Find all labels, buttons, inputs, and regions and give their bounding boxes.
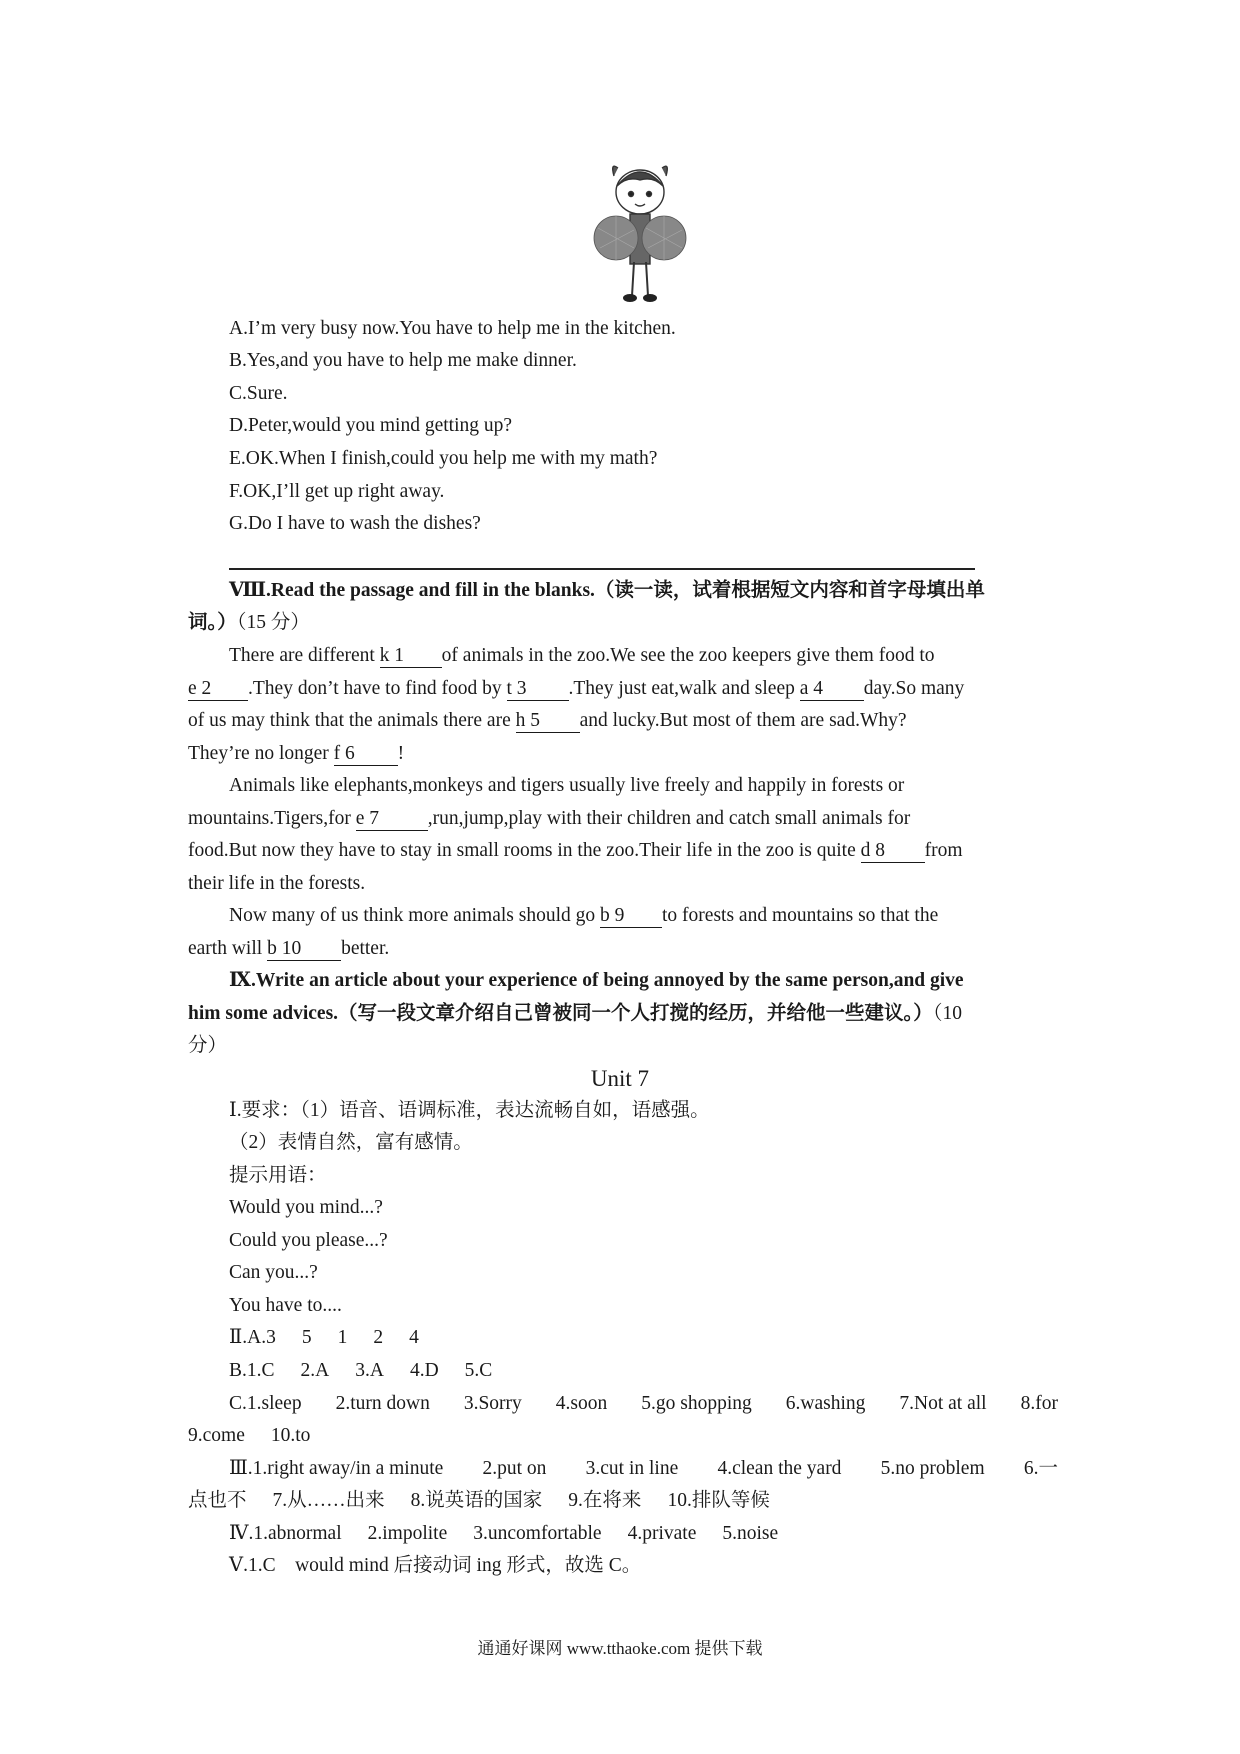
passage-text: ,run,jump,play with their children and catch small animals for [427, 808, 911, 829]
option-f: F.OK,I’ll get up right away. [229, 481, 445, 502]
answer-item: C.1.sleep [229, 1393, 302, 1414]
blank-3[interactable]: t 3 [507, 678, 569, 701]
blank-10[interactable]: b 10 [267, 938, 341, 961]
section-8-heading-cont [188, 610, 310, 636]
passage-line-9 [229, 903, 938, 929]
passage-line-10 [188, 936, 389, 962]
answer-item: 2.turn down [335, 1393, 430, 1414]
answer-divider-line [229, 568, 975, 570]
passage-line-8: their life in the forests. [188, 873, 366, 894]
answer-item: 5.no problem [880, 1458, 985, 1479]
option-c: C.Sure. [229, 383, 288, 404]
section-9-heading-end: him some advices.（写一段文章介绍自己曾被同一个人打搅的经历，并给他一些建议。） [188, 1003, 933, 1024]
answer-i-5: Could you please...? [229, 1230, 388, 1251]
passage-text: food.But now they have to stay in small rooms in the zoo.Their life in the zoo is quite [188, 840, 856, 861]
passage-line-2 [188, 676, 964, 702]
section-8-heading: Ⅷ.Read the passage and fill in the blanks.（读一读，试着根据短文内容和首字母填出单 [229, 580, 985, 601]
answer-i-4: Would you mind...? [229, 1197, 383, 1218]
blank-7[interactable]: e 7 [356, 808, 428, 831]
blank-1[interactable]: k 1 [380, 645, 442, 668]
passage-text: There are different [229, 645, 375, 666]
option-g: G.Do I have to wash the dishes? [229, 513, 481, 534]
answer-item: 4.clean the yard [717, 1458, 842, 1479]
passage-text: ! [397, 743, 405, 764]
blank-8[interactable]: d 8 [861, 840, 925, 863]
passage-text: .They just eat,walk and sleep [568, 678, 795, 699]
answer-ii-b [229, 1358, 492, 1384]
cheerleader-girl-illustration [590, 158, 690, 306]
blank-2[interactable]: e 2 [188, 678, 248, 701]
answer-item: Ⅳ.1.abnormal [229, 1523, 342, 1544]
answer-item: B.1.C [229, 1360, 275, 1381]
blank-9[interactable]: b 9 [600, 905, 662, 928]
option-b: B.Yes,and you have to help me make dinner. [229, 350, 577, 371]
option-d: D.Peter,would you mind getting up? [229, 415, 513, 436]
answer-item: 5.noise [722, 1523, 779, 1544]
section-8-score: （15 分） [236, 612, 310, 633]
answer-ii-c-cont [188, 1423, 310, 1449]
passage-line-7 [188, 838, 963, 864]
answer-item: Ⅲ.1.right away/in a minute [229, 1458, 444, 1479]
answer-item: 2.put on [482, 1458, 547, 1479]
answer-item: 2.impolite [367, 1523, 448, 1544]
answer-item: 9.在将来 [568, 1490, 642, 1511]
passage-text: day.So many [863, 678, 965, 699]
passage-text: to forests and mountains so that the [662, 905, 939, 926]
answer-item: 3.Sorry [463, 1393, 522, 1414]
answer-i-3: 提示用语： [229, 1165, 327, 1186]
answer-ii-a [229, 1325, 419, 1351]
answer-item: 7.Not at all [899, 1393, 987, 1414]
blank-5[interactable]: h 5 [516, 710, 580, 733]
answer-ii-c [229, 1391, 1058, 1417]
answer-item: 9.come [188, 1425, 245, 1446]
answer-i-2: （2）表情自然，富有感情。 [229, 1132, 473, 1153]
answer-item: 5.C [464, 1360, 493, 1381]
answer-item: 8.说英语的国家 [410, 1490, 543, 1511]
passage-text: .They don’t have to find food by [248, 678, 502, 699]
answer-item: 8.for [1020, 1393, 1058, 1414]
answer-item: 点也不 [188, 1490, 247, 1511]
passage-line-3 [188, 708, 907, 734]
answer-item: 4.D [409, 1360, 439, 1381]
passage-text: earth will [188, 938, 263, 959]
passage-text: mountains.Tigers,for [188, 808, 351, 829]
passage-text: from [924, 840, 963, 861]
answer-item: 3.A [355, 1360, 384, 1381]
passage-text: and lucky.But most of them are sad.Why? [579, 710, 907, 731]
unit-title: Unit 7 [590, 1066, 650, 1091]
answer-v: Ⅴ.1.C would mind 后接动词 ing 形式，故选 C。 [229, 1555, 642, 1576]
section-9-heading-cont [188, 1001, 962, 1027]
answer-iii [229, 1456, 1058, 1482]
answer-item: 3.cut in line [585, 1458, 679, 1479]
option-a: A.I’m very busy now.You have to help me in the kitchen. [229, 318, 676, 339]
answer-item: 3.uncomfortable [473, 1523, 602, 1544]
answer-i-1: Ⅰ.要求：（1）语音、语调标准，表达流畅自如，语感强。 [229, 1100, 710, 1121]
passage-text: Now many of us think more animals should go [229, 905, 596, 926]
section-9-score-cont: 分） [188, 1035, 228, 1056]
passage-line-5: Animals like elephants,monkeys and tigers usually live freely and happily in forests or [229, 775, 905, 796]
answer-item: 5 [301, 1327, 312, 1348]
passage-text: They’re no longer [188, 743, 329, 764]
answer-item: 10.to [270, 1425, 311, 1446]
blank-4[interactable]: a 4 [800, 678, 864, 701]
section-9-heading: Ⅸ.Write an article about your experience of being annoyed by the same person,and give [229, 970, 964, 991]
answer-iii-cont [188, 1488, 770, 1514]
page-footer: 通通好课网 www.tthaoke.com 提供下载 [477, 1639, 763, 1658]
passage-line-1 [229, 643, 935, 669]
section-9-score: （10 [932, 1003, 963, 1024]
answer-item: 4.soon [555, 1393, 608, 1414]
answer-item: 7.从……出来 [272, 1490, 385, 1511]
answer-iv [229, 1521, 778, 1547]
passage-text: better. [341, 938, 390, 959]
answer-item: 4.private [627, 1523, 697, 1544]
answer-i-6: Can you...? [229, 1262, 318, 1283]
answer-item: 6.washing [785, 1393, 866, 1414]
answer-item: 2 [373, 1327, 384, 1348]
answer-item: 5.go shopping [641, 1393, 752, 1414]
answer-i-7: You have to.... [229, 1295, 342, 1316]
answer-item: 10.排队等候 [667, 1490, 770, 1511]
passage-text: of us may think that the animals there are [188, 710, 511, 731]
passage-text: of animals in the zoo.We see the zoo keepers give them food to [441, 645, 935, 666]
passage-line-4 [188, 741, 404, 767]
answer-item: 4 [409, 1327, 419, 1348]
option-e: E.OK.When I finish,could you help me with my math? [229, 448, 658, 469]
answer-item: 2.A [300, 1360, 330, 1381]
answer-item: Ⅱ.A.3 [229, 1327, 276, 1348]
section-8-heading-end: 词。） [188, 612, 237, 633]
answer-item: 6.一 [1023, 1458, 1058, 1479]
blank-6[interactable]: f 6 [334, 743, 398, 766]
answer-item: 1 [337, 1327, 348, 1348]
passage-line-6 [188, 806, 910, 832]
